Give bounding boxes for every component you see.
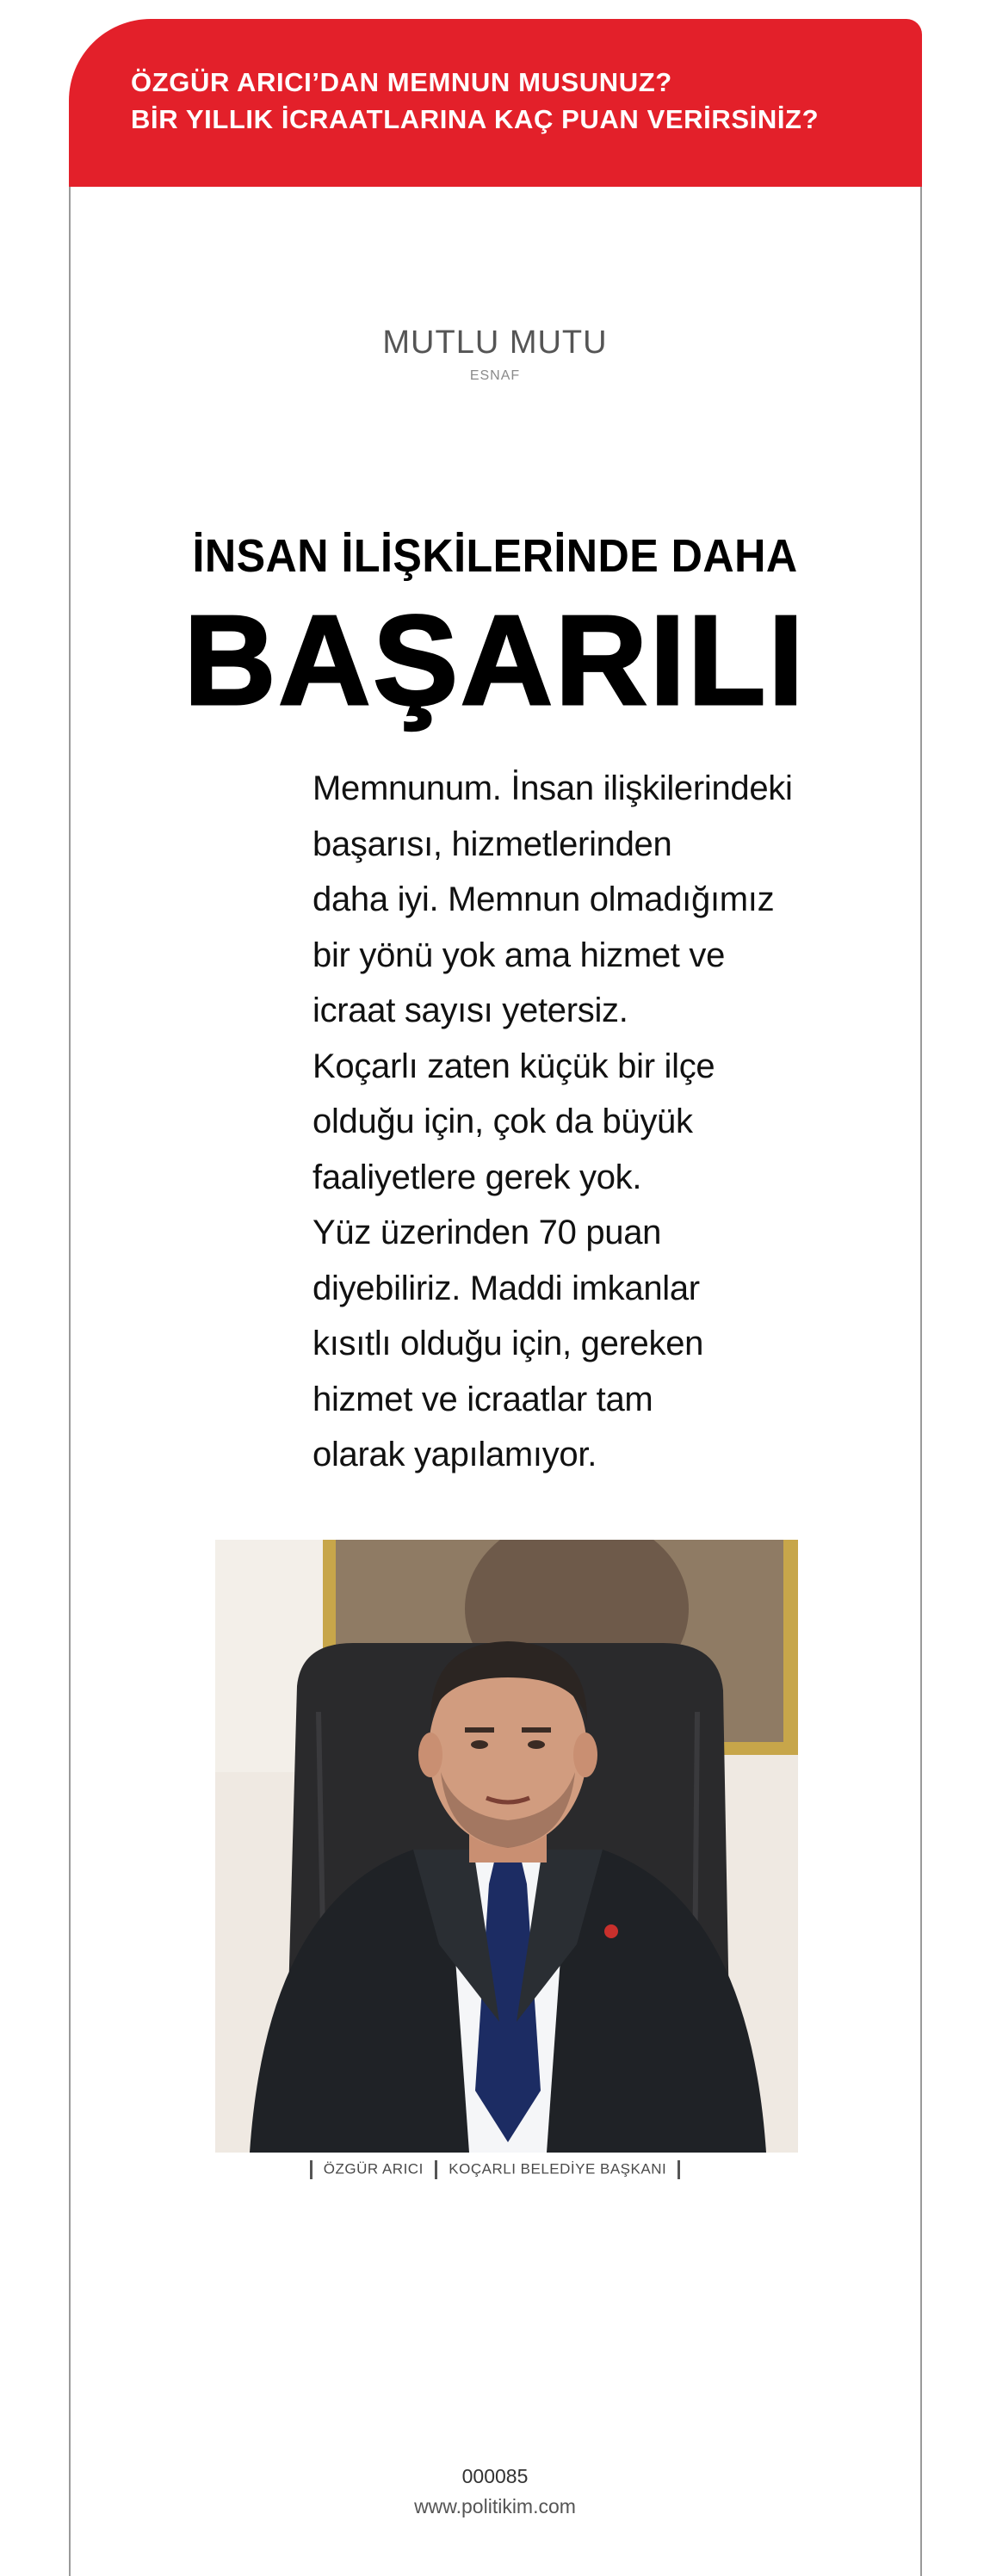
caption-divider [678, 2160, 680, 2179]
quote-line: Memnunum. İnsan ilişkilerindeki [312, 769, 793, 807]
author-role: ESNAF [469, 368, 521, 383]
question-banner [69, 19, 922, 187]
quote-line: başarısı, hizmetlerinden [312, 825, 672, 863]
banner-line-2: BİR YILLIK İCRAATLARINA KAÇ PUAN VERİRSİNİZ? [131, 104, 820, 134]
page-footer [0, 2465, 990, 2518]
photo-caption [0, 2160, 990, 2179]
banner-line-1: ÖZGÜR ARICI’DAN MEMNUN MUSUNUZ? [131, 67, 672, 97]
footer-number: 000085 [461, 2465, 529, 2487]
quote-line: olarak yapılamıyor. [312, 1436, 597, 1473]
author-name: MUTLU MUTU [382, 324, 608, 361]
quote-line: hizmet ve icraatlar tam [312, 1380, 653, 1418]
caption-name: ÖZGÜR ARICI [323, 2160, 424, 2178]
quote-line: kısıtlı olduğu için, gereken [312, 1325, 704, 1362]
quote-line: Koçarlı zaten küçük bir ilçe [312, 1047, 715, 1085]
headline-small: İNSAN İLİŞKİLERİNDE DAHA [192, 530, 798, 582]
author-block [0, 324, 990, 384]
headline-big: BAŞARILI [183, 590, 807, 732]
quote-line: daha iyi. Memnun olmadığımız [312, 880, 775, 918]
quote-line: bir yönü yok ama hizmet ve [312, 936, 726, 974]
quote-line: faaliyetlere gerek yok. [312, 1158, 642, 1196]
quote-line: Yüz üzerinden 70 puan [312, 1214, 662, 1251]
caption-divider [435, 2160, 437, 2179]
caption-title: KOÇARLI BELEDİYE BAŞKANI [449, 2160, 667, 2178]
portrait-illustration [215, 1540, 798, 2153]
quote-line: olduğu için, çok da büyük [312, 1103, 693, 1140]
quote-line: icraat sayısı yetersiz. [312, 991, 628, 1029]
caption-divider [310, 2160, 312, 2179]
quote-line: diyebiliriz. Maddi imkanlar [312, 1269, 700, 1307]
portrait-photo [215, 1540, 798, 2153]
quote-body [312, 761, 846, 1483]
footer-url: www.politikim.com [414, 2495, 576, 2517]
